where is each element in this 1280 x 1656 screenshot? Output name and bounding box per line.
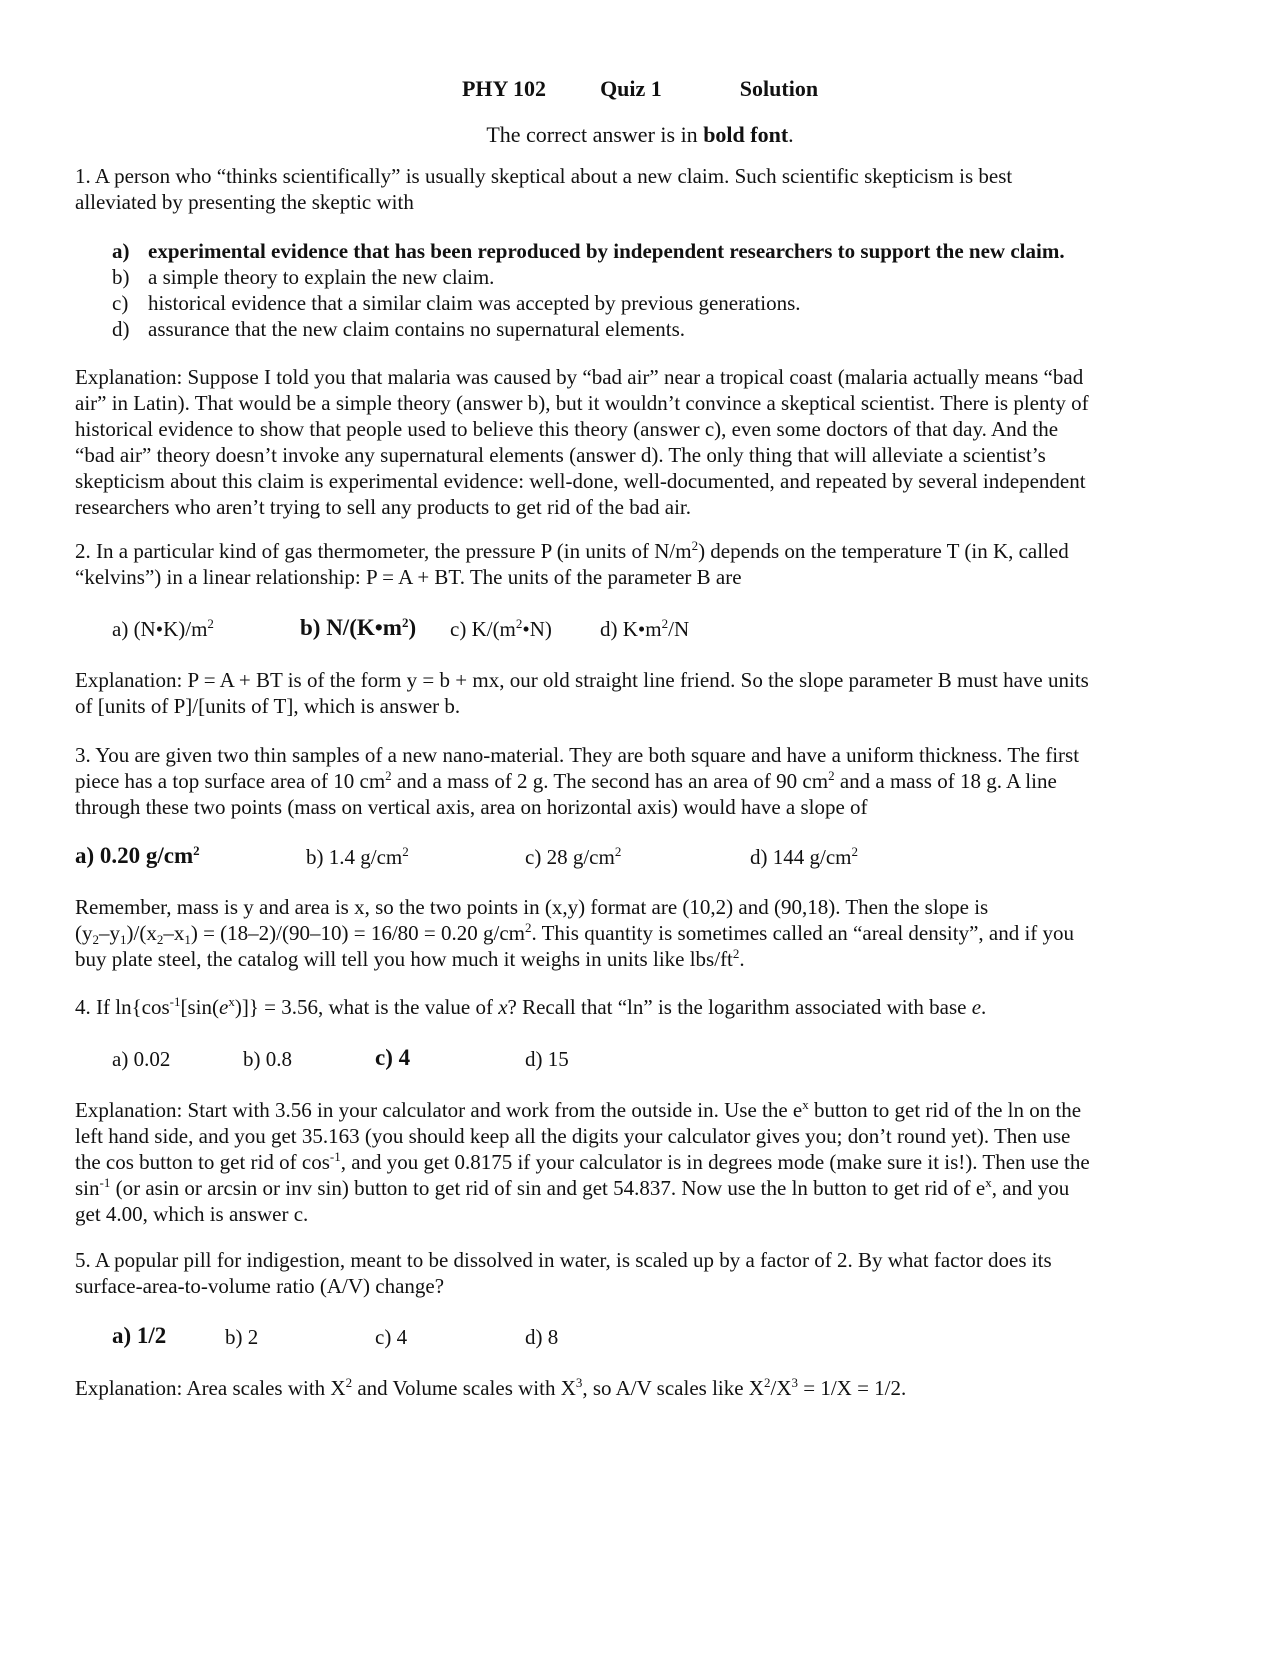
q5-option-b: b) 2 <box>225 1325 259 1349</box>
q1-option-a: a) experimental evidence that has been reproduced by independent researchers to support the new claim. <box>112 239 1065 263</box>
q1-option-d: d) assurance that the new claim contains no supernatural elements. <box>112 317 686 341</box>
solution-label: Solution <box>739 76 819 101</box>
q3-option-d: d) 144 $g/cm^2$ <box>750 844 858 869</box>
q1-option-c: c) historical evidence that a similar claim was accepted by previous generations. <box>112 291 801 315</box>
q2-option-b: b) $N/(K•m^2)$ <box>300 615 417 640</box>
q4-option-c: c) 4 <box>375 1045 411 1070</box>
q2-option-d: d) $K•m^2/N$ <box>600 616 690 641</box>
q3-option-c: c) 28 $g/cm^2$ <box>525 844 622 869</box>
q4-option-b: b) 0.8 <box>243 1047 292 1071</box>
q1-option-b: b) a simple theory to explain the new claim. <box>112 265 495 289</box>
q2-explanation: Explanation: P = A + BT is of the form y = b + mx, our old straight line friend. So the slope parameter B must have units of [units of P]/[units of T], which is answer b. <box>75 668 1089 718</box>
question-1: 1. A person who “thinks scientifically” is usually skeptical about a new claim. Such scientific skepticism is best alleviated by presenting the skeptic with <box>75 164 1013 214</box>
course-code: PHY 102 <box>461 76 547 101</box>
q3-explanation: Remember, mass is y and area is x, so the two points in (x,y) format are (10,2) and (90,18). Then the slope is $(y_2-y_1)/(x_2-x_1) = (18-2)/(90-10) = 16/80 = 0.20$ $g/cm^2$. This quantity is sometimes called an “areal density”, and if you buy plate steel, the catalog will tell you how much it weighs in units like lbs/$ft^2$. <box>75 895 1075 971</box>
question-5: 5. A popular pill for indigestion, meant to be dissolved in water, is scaled up by a factor of 2. By what factor does its surface-area-to-volume ratio (A/V) change? <box>75 1248 1052 1298</box>
q2-option-a: a) $(N•K)/m^2$ <box>112 616 214 641</box>
question-1-options <box>112 238 1065 342</box>
q4-option-d: d) 15 <box>525 1047 569 1071</box>
q3-option-b: b) 1.4 $g/cm^2$ <box>306 844 409 869</box>
question-3: 3. You are given two thin samples of a new nano-material. They are both square and have a uniform thickness. The first piece has a top surface area of 10 $cm^2$ and a mass of 2 g. The second has an area of 90 $cm^2$ and a mass of 18 g. A line through these two points (mass on vertical axis, area on horizontal axis) would have a slope of <box>75 743 1080 819</box>
q5-option-d: d) 8 <box>525 1325 559 1349</box>
page-header <box>0 76 1280 102</box>
q4-option-a: a) 0.02 <box>112 1047 171 1071</box>
question-2: 2. In a particular kind of gas thermometer, the pressure P (in units of $N/m^2$) depends on the temperature T (in K, called “kelvins”) in a linear relationship: P = A + BT. The units of the parameter B are <box>75 538 1069 589</box>
q5-option-a: a) 1/2 <box>112 1323 167 1348</box>
q3-option-a: a) 0.20 $g/cm^2$ <box>75 843 200 868</box>
q4-explanation: Explanation: Start with 3.56 in your calculator and work from the outside in. Use the $e^x$ button to get rid of the ln on the left hand side, and you get 35.163 (you should keep all the digits your calculator gives you; don’t round yet). Then use the cos button to get rid of $\cos^{-1}$, and you get 0.8175 if your calculator is in degrees mode (make sure it is!). Then use the $\sin^{-1} (or$ asin or arcsin or inv sin) button to get rid of sin and get 54.837. Now use the ln button to get rid of $e^x$, and you get 4.00, which is answer c. <box>75 1097 1090 1226</box>
answer-note: The correct answer is in bold font. <box>486 122 794 147</box>
quiz-title: Quiz 1 <box>600 76 662 101</box>
q5-explanation: Explanation: Area scales with $X^2$ and Volume scales with $X^3$, so A/V scales like $X^2/X^3 = 1/X = 1/2$. <box>75 1375 907 1400</box>
q1-explanation: Explanation: Suppose I told you that malaria was caused by “bad air” near a tropical coast (malaria actually means “bad air” in Latin). That would be a simple theory (answer b), but it wouldn’t convince a skeptical scientist. There is plenty of historical evidence to show that people used to believe this theory (answer c), even some doctors of that day. And the “bad air” theory doesn’t invoke any supernatural elements (answer d). The only thing that will alleviate a scientist’s skepticism about this claim is experimental evidence: well-done, well-documented, and repeated by several independent researchers who aren’t trying to sell any products to get rid of the bad air. <box>75 365 1089 519</box>
bold-font-text: bold font <box>703 122 789 147</box>
q2-option-c: c) $K/(m^2•N)$ <box>450 616 552 641</box>
q5-option-c: c) 4 <box>375 1325 408 1349</box>
question-4: 4. If $\ln\{\cos^{-1}[\sin(e^x)]\} = 3.56$, what is the value of x? Recall that “ln” is the logarithm associated with base e. <box>75 994 987 1019</box>
